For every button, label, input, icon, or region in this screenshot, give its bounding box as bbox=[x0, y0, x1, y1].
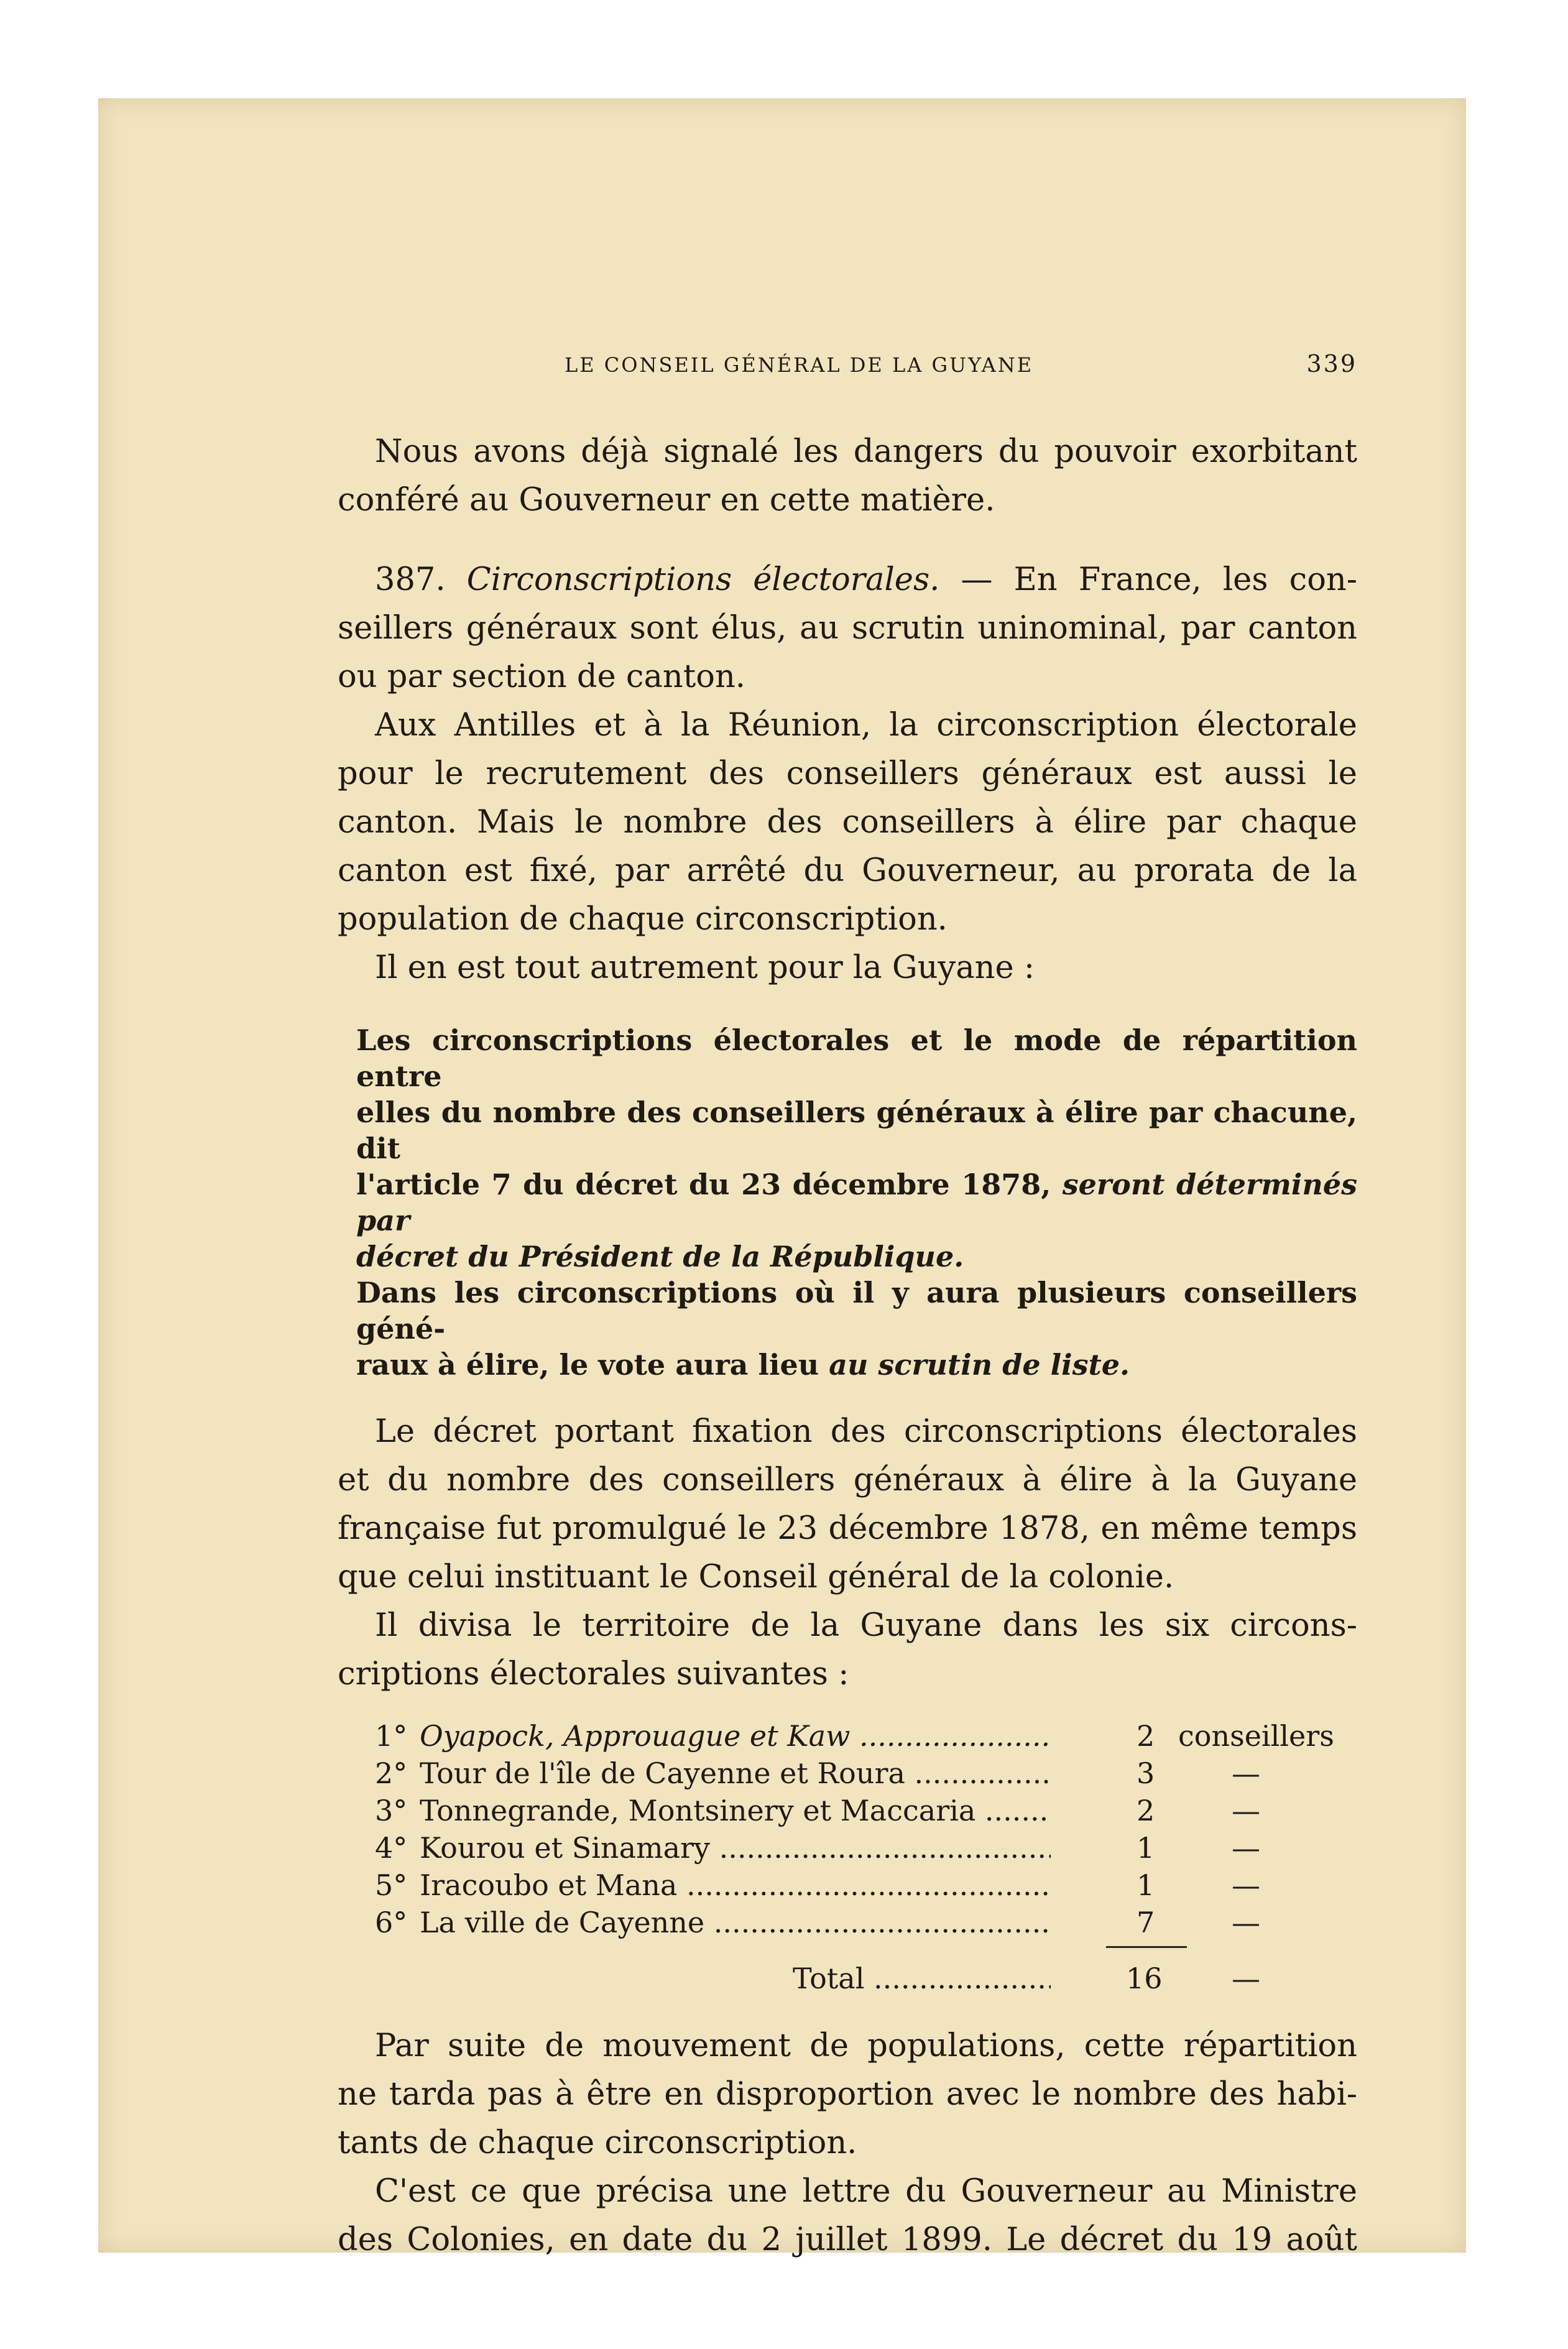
paragraph-line: française fut promulgué le 23 décembre 1878, en même temps bbox=[338, 1510, 1357, 1547]
row-name: La ville de Cayenne ..... bbox=[420, 1904, 1051, 1941]
page-header bbox=[338, 344, 1357, 394]
row-count: 7 bbox=[1137, 1906, 1155, 1939]
row-name: Tonnegrande, Montsinery et Maccaria ..... bbox=[420, 1792, 1051, 1829]
section-text: — En France, les con- bbox=[939, 561, 1357, 598]
row-count: 2 bbox=[1137, 1719, 1155, 1753]
paragraph-line: Le décret portant fixation des circonscriptions électorales bbox=[375, 1413, 1357, 1450]
paragraph-line: Il en est tout autrement pour la Guyane : bbox=[375, 949, 1035, 986]
total-dash: — bbox=[1232, 1962, 1260, 1995]
paragraph-line: tants de chaque circonscription. bbox=[338, 2125, 857, 2161]
paragraph-line: Nous avons déjà signalé les dangers du pouvoir exorbitant bbox=[375, 433, 1357, 470]
row-count: 3 bbox=[1137, 1756, 1155, 1790]
paragraph-line: seillers généraux sont élus, au scrutin uninominal, par canton bbox=[338, 610, 1357, 647]
row-dash: — bbox=[1232, 1831, 1260, 1865]
total-row bbox=[375, 1960, 1357, 2003]
row-number: 6° bbox=[375, 1906, 408, 1939]
row-name: Oyapock, Approuague et Kaw ..... bbox=[420, 1717, 1051, 1755]
total-label: Total ..... bbox=[793, 1960, 1051, 1997]
quote-line: elles du nombre des conseillers généraux à élire par chacune, dit bbox=[356, 1096, 1357, 1165]
sum-rule-line bbox=[1106, 1946, 1187, 1948]
paragraph-line: ne tarda pas à être en disproportion avec le nombre des habi- bbox=[338, 2076, 1357, 2113]
row-number: 1° bbox=[375, 1719, 408, 1753]
row-count: 1 bbox=[1137, 1868, 1155, 1902]
section-title: Circonscriptions électorales. bbox=[466, 561, 940, 598]
row-count: 1 bbox=[1137, 1831, 1155, 1865]
paragraph-line: population de chaque circonscription. bbox=[338, 901, 948, 938]
quote-italic: au scrutin de liste. bbox=[829, 1348, 1130, 1382]
paragraph-line: des Colonies, en date du 2 juillet 1899. Le décret du 19 août bbox=[338, 2222, 1357, 2258]
row-unit: conseillers bbox=[1178, 1719, 1334, 1753]
table-row bbox=[375, 1755, 1357, 1792]
row-dash: — bbox=[1232, 1868, 1260, 1902]
section-heading-line bbox=[338, 556, 1357, 604]
table-row bbox=[375, 1792, 1357, 1829]
row-count: 2 bbox=[1137, 1794, 1155, 1827]
quote-italic: décret du Président de la République. bbox=[356, 1240, 964, 1273]
row-name: Kourou et Sinamary ..... bbox=[420, 1829, 1051, 1867]
quoted-article bbox=[356, 1022, 1357, 1383]
row-number: 5° bbox=[375, 1868, 408, 1902]
paragraph-line: que celui instituant le Conseil général de la colonie. bbox=[338, 1559, 1174, 1595]
paragraph-line: canton. Mais le nombre des conseillers à élire par chaque bbox=[338, 804, 1357, 841]
paragraph-line: pour le recrutement des conseillers généraux est aussi le bbox=[338, 755, 1357, 792]
section-number: 387. bbox=[375, 561, 446, 598]
quote-line: Dans les circonscriptions où il y aura plusieurs conseillers géné- bbox=[356, 1276, 1357, 1345]
district-table bbox=[375, 1717, 1357, 2003]
page-content bbox=[338, 344, 1357, 2264]
page-number: 339 bbox=[1306, 350, 1357, 377]
paragraph-line: C'est ce que précisa une lettre du Gouverneur au Ministre bbox=[375, 2173, 1357, 2210]
row-number: 3° bbox=[375, 1794, 408, 1827]
table-row bbox=[375, 1717, 1357, 1755]
row-dash: — bbox=[1232, 1906, 1260, 1939]
paragraph-line: Aux Antilles et à la Réunion, la circonscription électorale bbox=[375, 707, 1357, 744]
paragraph-line: criptions électorales suivantes : bbox=[338, 1656, 849, 1692]
paragraph-line: Il divisa le territoire de la Guyane dans les six circons- bbox=[375, 1607, 1357, 1644]
row-name: Tour de l'île de Cayenne et Roura ..... bbox=[420, 1755, 1051, 1792]
row-dash: — bbox=[1232, 1794, 1260, 1827]
paragraph-line: ou par section de canton. bbox=[338, 658, 746, 695]
quote-text: l'article 7 du décret du 23 décembre 1878, bbox=[356, 1168, 1063, 1201]
sum-rule bbox=[375, 1941, 1357, 1954]
table-row bbox=[375, 1829, 1357, 1867]
table-row bbox=[375, 1904, 1357, 1941]
total-count: 16 bbox=[1126, 1962, 1163, 1995]
quote-line: Les circonscriptions électorales et le mode de répartition entre bbox=[356, 1023, 1357, 1093]
quote-text: raux à élire, le vote aura lieu bbox=[356, 1348, 829, 1382]
quote-line bbox=[356, 1166, 1357, 1239]
quote-line bbox=[356, 1347, 1357, 1383]
row-name: Iracoubo et Mana ..... bbox=[420, 1867, 1051, 1904]
row-dash: — bbox=[1232, 1756, 1260, 1790]
paragraph-line: et du nombre des conseillers généraux à élire à la Guyane bbox=[338, 1462, 1357, 1498]
paragraph-line: Par suite de mouvement de populations, cette répartition bbox=[375, 2028, 1357, 2064]
quote-italic: seront déterminés par bbox=[356, 1168, 1357, 1237]
quote-line bbox=[356, 1239, 1357, 1275]
table-row bbox=[375, 1867, 1357, 1904]
book-page bbox=[98, 98, 1466, 2258]
row-number: 2° bbox=[375, 1756, 408, 1790]
paragraph-line: conféré au Gouverneur en cette matière. bbox=[338, 482, 995, 519]
running-title: LE CONSEIL GÉNÉRAL DE LA GUYANE bbox=[565, 353, 1034, 377]
paragraph-line: canton est fixé, par arrêté du Gouverneur, au prorata de la bbox=[338, 852, 1357, 889]
row-number: 4° bbox=[375, 1831, 408, 1865]
